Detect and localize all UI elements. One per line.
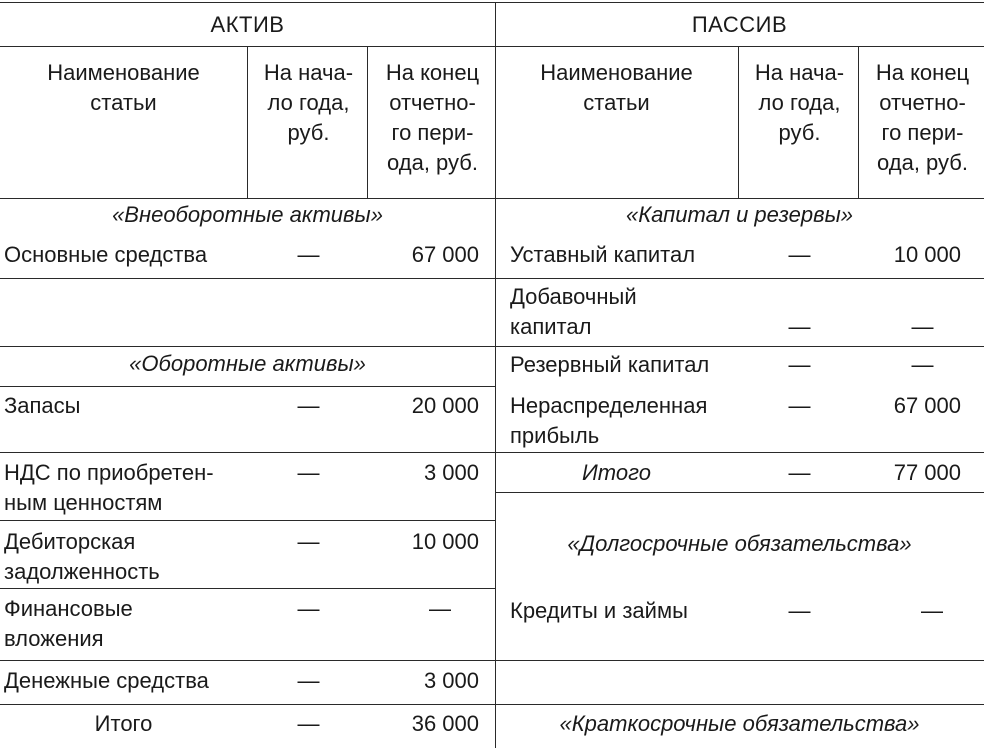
row-fixed-assets-name: Основные средства [4,242,208,267]
passiv-start-header: На нача- ло года, руб. [754,60,845,145]
passiv-total-start: — [788,460,811,485]
rule-col [247,46,248,198]
rule-row [0,386,495,387]
passiv-end-header: На конец отчетно- го пери- ода, руб. [875,60,970,175]
row-vat-start: — [297,460,320,485]
rule-col [738,46,739,198]
rule-row [0,520,495,521]
rule-row [0,278,984,279]
rule-row [0,452,984,453]
passiv-total-end: 77 000 [893,460,961,485]
rule-col [858,46,859,198]
row-retained-earnings-start: — [788,393,811,418]
aktiv-name-header: Наименование статьи [47,60,200,115]
row-cash-end: 3 000 [423,668,479,693]
rule-row [0,660,984,661]
row-receivables-name: Дебиторская задолженность [4,529,160,584]
passiv-total-name: Итого [582,460,651,485]
section-shortterm-liabilities: «Краткосрочные обязательства» [559,711,920,736]
row-inventory-name: Запасы [4,393,81,418]
rule-row [0,704,984,705]
row-fixed-assets-start: — [297,242,320,267]
row-loans-name: Кредиты и займы [510,598,688,623]
row-cash-start: — [297,668,320,693]
section-capital-reserves: «Капитал и резервы» [625,202,854,227]
aktiv-start-header: На нача- ло года, руб. [263,60,354,145]
section-noncurrent-assets: «Внеоборотные активы» [112,202,383,227]
row-charter-capital-name: Уставный капитал [510,242,696,267]
row-cash-name: Денежные средства [4,668,209,693]
row-vat-end: 3 000 [423,460,479,485]
row-additional-capital-end: — [911,314,934,339]
row-reserve-capital-name: Резервный капитал [510,352,710,377]
rule-under-headers [0,198,984,199]
row-charter-capital-start: — [788,242,811,267]
row-investments-end: — [429,596,451,621]
row-receivables-end: 10 000 [411,529,479,554]
aktiv-title: АКТИВ [210,12,285,37]
aktiv-total-name: Итого [94,711,153,736]
row-investments-start: — [297,596,320,621]
row-receivables-start: — [297,529,320,554]
row-loans-start: — [788,598,811,623]
rule-row [495,492,984,493]
rule-row [0,588,495,589]
section-longterm-liabilities: «Долгосрочные обязательства» [567,531,912,556]
row-inventory-end: 20 000 [411,393,479,418]
rule-under-titles [0,46,984,47]
row-reserve-capital-end: — [911,352,934,377]
row-loans-end: — [921,598,943,623]
rule-col [367,46,368,198]
row-additional-capital-start: — [788,314,811,339]
row-retained-earnings-name: Нераспределенная прибыль [510,393,708,448]
row-investments-name: Финансовые вложения [4,596,133,651]
passiv-name-header: Наименование статьи [540,60,693,115]
aktiv-total-start: — [297,711,320,736]
row-charter-capital-end: 10 000 [893,242,961,267]
row-fixed-assets-end: 67 000 [411,242,479,267]
row-additional-capital-name: Добавочный капитал [510,284,637,339]
rule-top [0,2,984,3]
row-inventory-start: — [297,393,320,418]
aktiv-end-header: На конец отчетно- го пери- ода, руб. [385,60,480,175]
row-reserve-capital-start: — [788,352,811,377]
row-retained-earnings-end: 67 000 [893,393,961,418]
passiv-title: ПАССИВ [691,12,788,37]
aktiv-total-end: 36 000 [411,711,479,736]
row-vat-name: НДС по приобретен- ным ценностям [4,460,214,515]
rule-row [0,346,984,347]
section-current-assets: «Оборотные активы» [129,351,366,376]
